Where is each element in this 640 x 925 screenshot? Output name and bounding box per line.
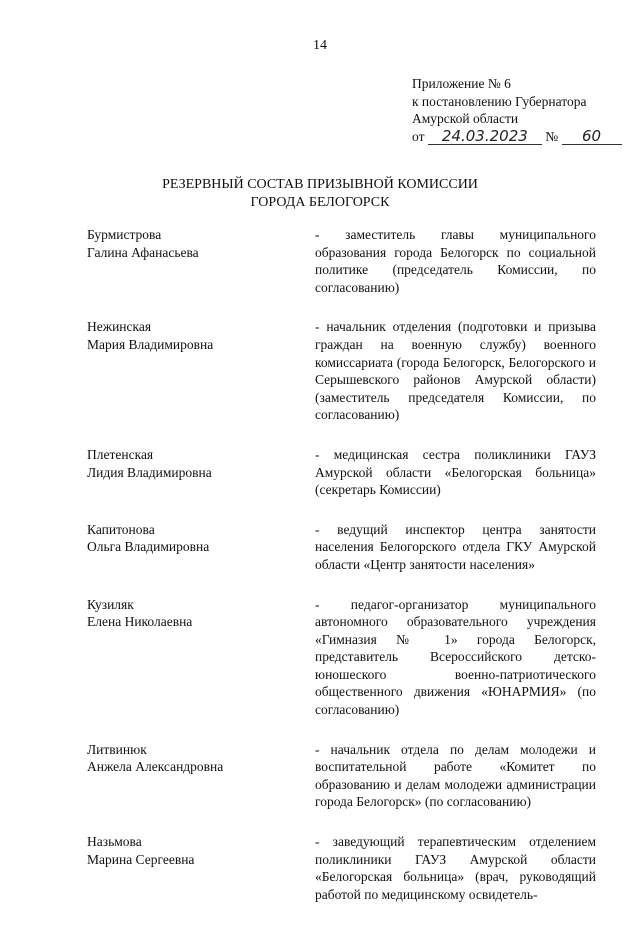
member-given-names: Елена Николаевна [87,614,193,630]
member-row [87,596,600,719]
member-row [87,226,600,296]
date-prefix: от [412,128,425,144]
number-prefix: № [545,128,559,144]
member-surname: Нежинская [87,319,152,335]
document-title [0,176,640,211]
member-name [87,446,307,499]
member-name [87,318,307,424]
member-surname: Назьмова [87,834,142,850]
member-name [87,596,307,719]
handwritten-number: 60 [562,129,622,145]
appendix-region: Амурской области [412,111,519,126]
member-role: - заместитель главы муниципального образования города Белогорск по социальной политике (председатель Комиссии, по согласованию) [315,227,596,295]
member-row [87,446,600,499]
member-given-names: Марина Сергеевна [87,851,195,867]
member-role: - заведующий терапевтическим отделением поликлиники ГАУЗ Амурской области «Белогорская больница» (врач, руководящий работой по медицинскому освидетель- [315,834,596,902]
title-line-1: РЕЗЕРВНЫЙ СОСТАВ ПРИЗЫВНОЙ КОМИССИИ [162,177,478,192]
member-given-names: Анжела Александровна [87,759,224,775]
appendix-label: Приложение № 6 [412,76,511,91]
member-row [87,318,600,424]
member-given-names: Галина Афанасьева [87,244,199,260]
appendix-header [412,75,622,145]
member-role: - медицинская сестра поликлиники ГАУЗ Амурской области «Белогорская больница» (секретарь Комиссии) [315,446,596,498]
member-role: - начальник отдела по делам молодежи и воспитательной работе «Комитет по образованию и делам молодежи администрации города Белогорск» (по согласованию) [315,741,596,810]
member-role: - начальник отделения (подготовки и призыва граждан на военную службу) военного комиссариата (города Белогорск, Белогорского и Серышевского районов Амурской области) (заместитель председателя Комиссии, по согласованию) [315,319,596,423]
member-given-names: Лидия Владимировна [87,464,212,480]
appendix-date-row [412,128,622,146]
member-name [87,226,307,296]
title-line-2: ГОРОДА БЕЛОГОРСК [250,194,390,210]
member-name [87,833,307,903]
member-given-names: Мария Владимировна [87,336,214,352]
member-row [87,741,600,811]
member-role: - педагог-организатор муниципального автономного образовательного учреждения «Гимназия № 1» города Белогорск, представитель Всероссийского детско-юношеского военно-патриотического общественного движения «ЮНАРМИЯ» (по согласованию) [315,596,596,718]
members-list [87,226,600,925]
member-surname: Кузиляк [87,596,134,612]
member-row [87,833,600,903]
appendix-decree-ref: к постановлению Губернатора [412,93,587,109]
member-surname: Литвинюк [87,741,147,757]
member-surname: Капитонова [87,521,155,537]
member-name [87,741,307,811]
member-surname: Бурмистрова [87,227,162,242]
member-name [87,521,307,574]
member-given-names: Ольга Владимировна [87,539,210,555]
member-role: - ведущий инспектор центра занятости населения Белогорского отдела ГКУ Амурской области «Центр занятости населения» [315,521,596,572]
member-surname: Плетенская [87,446,154,462]
page-number: 14 [313,38,327,53]
member-row [87,521,600,574]
handwritten-date: 24.03.2023 [428,129,542,145]
